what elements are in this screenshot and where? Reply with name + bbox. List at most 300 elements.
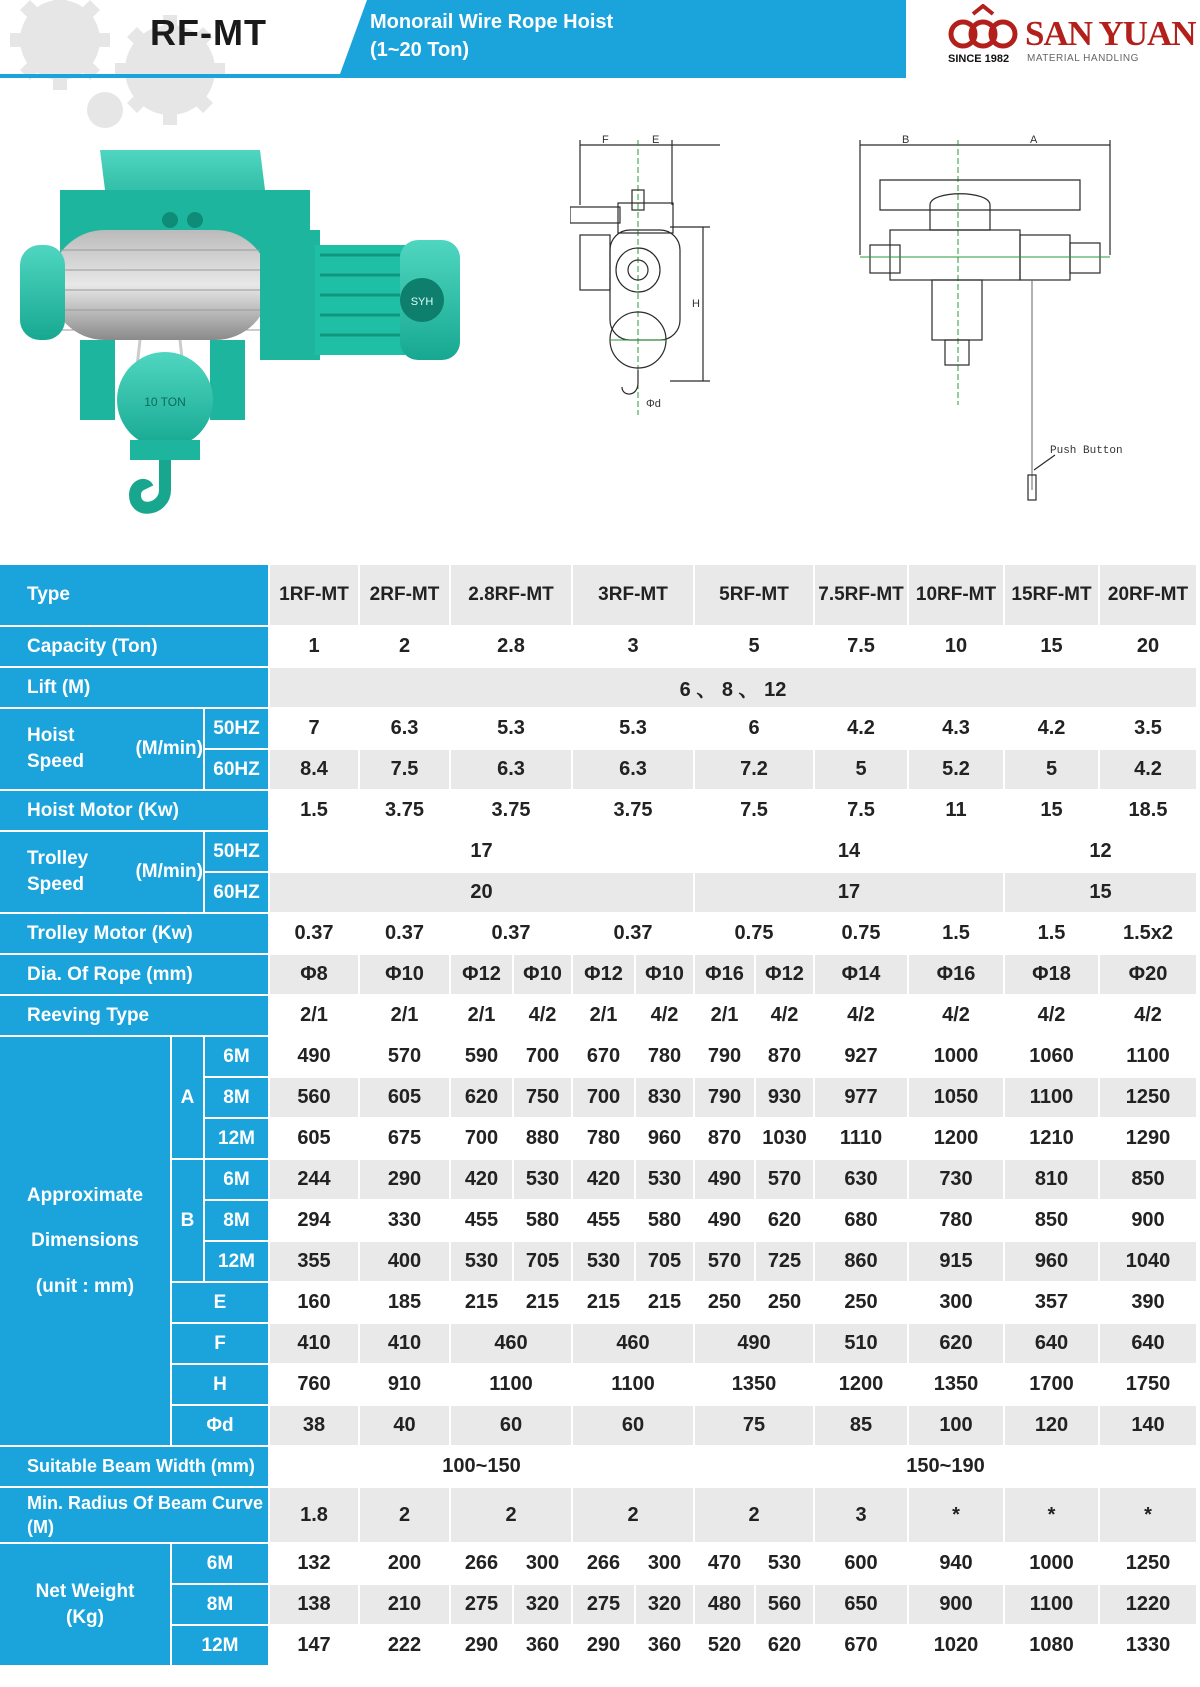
rope-cell: Φ12 — [573, 955, 636, 996]
weight-cell: 940 — [909, 1544, 1005, 1585]
hoist-speed-50-cell: 5.3 — [451, 709, 573, 750]
type-cell: 2.8RF-MT — [451, 565, 573, 627]
dim-cell: 620 — [756, 1201, 815, 1242]
dim-cell: 455 — [451, 1201, 514, 1242]
dim-cell: 670 — [573, 1037, 636, 1078]
hoist-speed-60-cell: 6.3 — [573, 750, 695, 791]
dim-cell: 1100 — [573, 1365, 695, 1406]
reeving-cell: 4/2 — [909, 996, 1005, 1037]
beam-width-cell: 150~190 — [695, 1447, 1198, 1488]
dim-cell: 790 — [695, 1037, 756, 1078]
dim-cell: 410 — [270, 1324, 360, 1365]
header-underline — [0, 74, 906, 78]
dim-cell: 1060 — [1005, 1037, 1100, 1078]
brand-name: SAN YUAN — [1025, 14, 1196, 53]
weight-cell: 520 — [695, 1626, 756, 1667]
hoist-photo — [20, 110, 500, 550]
hoist-speed-60-cell: 8.4 — [270, 750, 360, 791]
trolley-motor-cell: 0.37 — [573, 914, 695, 955]
type-cell: 10RF-MT — [909, 565, 1005, 627]
photo-plate: 10 TON — [144, 395, 186, 409]
dim-cell: 705 — [636, 1242, 695, 1283]
dim-cell: 910 — [360, 1365, 451, 1406]
dim-cell: 530 — [573, 1242, 636, 1283]
weight-cell: 320 — [514, 1585, 573, 1626]
weight-cell: 1020 — [909, 1626, 1005, 1667]
size-label: 8M — [205, 1078, 270, 1119]
photo-brand: SYH — [410, 296, 434, 308]
dim-cell: 1210 — [1005, 1119, 1100, 1160]
dim-cell: 780 — [909, 1201, 1005, 1242]
radius-cell: 2 — [695, 1488, 815, 1544]
weight-cell: 275 — [573, 1585, 636, 1626]
radius-cell: 2 — [573, 1488, 695, 1544]
dim-cell: 490 — [695, 1160, 756, 1201]
capacity-label: Capacity (Ton) — [0, 627, 270, 668]
size-label: 12M — [205, 1119, 270, 1160]
weight-cell: 480 — [695, 1585, 756, 1626]
trolley-speed-60-cell: 17 — [695, 873, 1005, 914]
dim-cell: 640 — [1100, 1324, 1198, 1365]
weight-cell: 1220 — [1100, 1585, 1198, 1626]
hoist-motor-cell: 7.5 — [815, 791, 909, 832]
weight-cell: 320 — [636, 1585, 695, 1626]
trolley-motor-cell: 0.37 — [360, 914, 451, 955]
dim-E-cell: 215 — [514, 1283, 573, 1324]
reeving-cell: 2/1 — [360, 996, 451, 1037]
dim-cell: 915 — [909, 1242, 1005, 1283]
hoist-speed-label — [0, 709, 205, 791]
dim-cell: 290 — [360, 1160, 451, 1201]
triple-ring-logo-icon — [945, 4, 1021, 54]
dim-cell: 530 — [451, 1242, 514, 1283]
dim-cell: 960 — [1005, 1242, 1100, 1283]
dim-cell: 140 — [1100, 1406, 1198, 1447]
weight-cell: 1100 — [1005, 1585, 1100, 1626]
capacity-cell: 20 — [1100, 627, 1198, 668]
rope-cell: Φ20 — [1100, 955, 1198, 996]
weight-size-label: 8M — [172, 1585, 270, 1626]
label-F: F — [602, 135, 609, 146]
radius-label: Min. Radius Of Beam Curve (M) — [0, 1488, 270, 1544]
dim-cell: 705 — [514, 1242, 573, 1283]
type-cell: 1RF-MT — [270, 565, 360, 627]
dim-cell: 605 — [360, 1078, 451, 1119]
reeving-cell: 4/2 — [1005, 996, 1100, 1037]
dim-E-cell: 357 — [1005, 1283, 1100, 1324]
dim-cell: 460 — [451, 1324, 573, 1365]
dim-cell: 675 — [360, 1119, 451, 1160]
capacity-cell: 3 — [573, 627, 695, 668]
dim-cell: 530 — [636, 1160, 695, 1201]
dim-E-cell: 215 — [573, 1283, 636, 1324]
hz60-label: 60HZ — [205, 873, 270, 914]
dim-E-cell: 250 — [756, 1283, 815, 1324]
weight-cell: 620 — [756, 1626, 815, 1667]
rope-cell: Φ16 — [695, 955, 756, 996]
dim-cell: 700 — [573, 1078, 636, 1119]
dim-cell: 410 — [360, 1324, 451, 1365]
front-view-drawing — [850, 135, 1140, 525]
trolley-speed-50-cell: 17 — [270, 832, 695, 873]
hoist-speed-50-cell: 3.5 — [1100, 709, 1198, 750]
dim-cell: 730 — [909, 1160, 1005, 1201]
hoist-speed-60-cell: 5 — [1005, 750, 1100, 791]
dim-E-label: E — [172, 1283, 270, 1324]
hoist-motor-cell: 3.75 — [451, 791, 573, 832]
hoist-speed-60-cell: 7.5 — [360, 750, 451, 791]
hoist-speed-50-cell: 6 — [695, 709, 815, 750]
header — [0, 0, 1200, 80]
reeving-cell: 2/1 — [451, 996, 514, 1037]
rope-cell: Φ10 — [636, 955, 695, 996]
type-cell: 3RF-MT — [573, 565, 695, 627]
dim-cell: 1200 — [815, 1365, 909, 1406]
dim-E-cell: 160 — [270, 1283, 360, 1324]
trolley-speed-60-cell: 15 — [1005, 873, 1198, 914]
dim-cell: 1290 — [1100, 1119, 1198, 1160]
dim-E-cell: 300 — [909, 1283, 1005, 1324]
dim-cell: 490 — [270, 1037, 360, 1078]
dim-cell: 680 — [815, 1201, 909, 1242]
reeving-cell: 2/1 — [270, 996, 360, 1037]
hoist-motor-cell: 7.5 — [695, 791, 815, 832]
dim-cell: 60 — [451, 1406, 573, 1447]
dim-cell: 1110 — [815, 1119, 909, 1160]
dim-cell: 580 — [514, 1201, 573, 1242]
trolley-motor-cell: 0.37 — [451, 914, 573, 955]
reeving-cell: 4/2 — [815, 996, 909, 1037]
hoist-speed-50-cell: 6.3 — [360, 709, 451, 750]
dim-cell: 790 — [695, 1078, 756, 1119]
dim-cell: 1100 — [451, 1365, 573, 1406]
dim-cell: 960 — [636, 1119, 695, 1160]
capacity-cell: 10 — [909, 627, 1005, 668]
capacity-cell: 2.8 — [451, 627, 573, 668]
size-label: 12M — [205, 1242, 270, 1283]
trolley-motor-cell: 0.37 — [270, 914, 360, 955]
label-push-button: Push Button — [1050, 445, 1123, 457]
weight-cell: 560 — [756, 1585, 815, 1626]
dim-cell: 930 — [756, 1078, 815, 1119]
type-cell: 5RF-MT — [695, 565, 815, 627]
weight-cell: 266 — [573, 1544, 636, 1585]
weight-cell: 670 — [815, 1626, 909, 1667]
type-cell: 2RF-MT — [360, 565, 451, 627]
hoist-speed-50-cell: 4.2 — [815, 709, 909, 750]
label-B: B — [902, 135, 910, 146]
dim-E-cell: 390 — [1100, 1283, 1198, 1324]
weight-cell: 1250 — [1100, 1544, 1198, 1585]
capacity-cell: 1 — [270, 627, 360, 668]
dim-E-cell: 185 — [360, 1283, 451, 1324]
dim-cell: 1100 — [1100, 1037, 1198, 1078]
weight-cell: 138 — [270, 1585, 360, 1626]
radius-cell: * — [1100, 1488, 1198, 1544]
dim-cell: 630 — [815, 1160, 909, 1201]
trolley-motor-cell: 1.5 — [909, 914, 1005, 955]
dim-cell: 530 — [514, 1160, 573, 1201]
hoist-motor-cell: 1.5 — [270, 791, 360, 832]
dims-label-2: Dimensions — [31, 1230, 139, 1252]
dim-cell: 1100 — [1005, 1078, 1100, 1119]
dim-cell: 560 — [270, 1078, 360, 1119]
rope-cell: Φ18 — [1005, 955, 1100, 996]
dim-cell: 1200 — [909, 1119, 1005, 1160]
dim-cell: 620 — [909, 1324, 1005, 1365]
dim-label: Φd — [172, 1406, 270, 1447]
lift-cell: 6 、 8 、 12 — [270, 668, 1198, 709]
dim-cell: 605 — [270, 1119, 360, 1160]
dim-label: H — [172, 1365, 270, 1406]
rope-cell: Φ16 — [909, 955, 1005, 996]
trolley-motor-cell: 1.5 — [1005, 914, 1100, 955]
hoist-speed-50-cell: 7 — [270, 709, 360, 750]
dim-A-label: A — [172, 1037, 205, 1160]
reeving-cell: 2/1 — [573, 996, 636, 1037]
dim-cell: 580 — [636, 1201, 695, 1242]
dim-cell: 1000 — [909, 1037, 1005, 1078]
rope-cell: Φ10 — [514, 955, 573, 996]
weight-size-label: 6M — [172, 1544, 270, 1585]
dim-cell: 420 — [573, 1160, 636, 1201]
weight-cell: 470 — [695, 1544, 756, 1585]
hoist-speed-60-cell: 7.2 — [695, 750, 815, 791]
brand-logo — [945, 0, 1200, 78]
weight-cell: 300 — [514, 1544, 573, 1585]
trolley-speed-label-2: (M/min) — [135, 861, 203, 883]
dim-cell: 1750 — [1100, 1365, 1198, 1406]
type-cell: 20RF-MT — [1100, 565, 1198, 627]
dim-cell: 510 — [815, 1324, 909, 1365]
dim-cell: 1350 — [909, 1365, 1005, 1406]
dim-cell: 570 — [360, 1037, 451, 1078]
dim-E-cell: 250 — [695, 1283, 756, 1324]
radius-cell: 2 — [451, 1488, 573, 1544]
size-label: 8M — [205, 1201, 270, 1242]
weight-cell: 200 — [360, 1544, 451, 1585]
hz60-label: 60HZ — [205, 750, 270, 791]
weight-cell: 360 — [636, 1626, 695, 1667]
dim-cell: 355 — [270, 1242, 360, 1283]
dim-cell: 870 — [756, 1037, 815, 1078]
hoist-motor-cell: 18.5 — [1100, 791, 1198, 832]
dim-E-cell: 215 — [636, 1283, 695, 1324]
radius-cell: 3 — [815, 1488, 909, 1544]
hoist-speed-label-1: Hoist Speed — [27, 725, 85, 772]
label-A: A — [1030, 135, 1038, 146]
capacity-cell: 15 — [1005, 627, 1100, 668]
weight-cell: 132 — [270, 1544, 360, 1585]
type-cell: 7.5RF-MT — [815, 565, 909, 627]
hoist-motor-cell: 15 — [1005, 791, 1100, 832]
hoist-speed-60-cell: 5.2 — [909, 750, 1005, 791]
dim-cell: 490 — [695, 1201, 756, 1242]
capacity-cell: 5 — [695, 627, 815, 668]
weight-label-2: (Kg) — [66, 1606, 104, 1628]
rope-cell: Φ14 — [815, 955, 909, 996]
rope-cell: Φ8 — [270, 955, 360, 996]
weight-cell: 210 — [360, 1585, 451, 1626]
rope-cell: Φ10 — [360, 955, 451, 996]
dim-cell: 85 — [815, 1406, 909, 1447]
hz50-label: 50HZ — [205, 709, 270, 750]
dim-cell: 900 — [1100, 1201, 1198, 1242]
dim-cell: 780 — [573, 1119, 636, 1160]
size-label: 6M — [205, 1037, 270, 1078]
label-H: H — [692, 298, 700, 310]
capacity-cell: 7.5 — [815, 627, 909, 668]
dim-cell: 1250 — [1100, 1078, 1198, 1119]
reeving-cell: 4/2 — [514, 996, 573, 1037]
since-text: SINCE 1982 — [948, 53, 1010, 65]
radius-cell: * — [1005, 1488, 1100, 1544]
dim-cell: 810 — [1005, 1160, 1100, 1201]
weight-cell: 290 — [451, 1626, 514, 1667]
dims-label-3: (unit : mm) — [35, 1275, 135, 1297]
dim-cell: 490 — [695, 1324, 815, 1365]
dim-label: F — [172, 1324, 270, 1365]
dim-cell: 460 — [573, 1324, 695, 1365]
trolley-speed-50-cell: 14 — [695, 832, 1005, 873]
hoist-speed-50-cell: 4.3 — [909, 709, 1005, 750]
dimensions-label — [0, 1037, 172, 1447]
hoist-speed-60-cell: 5 — [815, 750, 909, 791]
trolley-motor-cell: 1.5x2 — [1100, 914, 1198, 955]
weight-cell: 360 — [514, 1626, 573, 1667]
reeving-cell: 4/2 — [756, 996, 815, 1037]
dim-cell: 927 — [815, 1037, 909, 1078]
dim-cell: 1040 — [1100, 1242, 1198, 1283]
product-figures — [0, 110, 1200, 550]
trolley-speed-label-1: Trolley Speed — [27, 848, 89, 895]
radius-cell: * — [909, 1488, 1005, 1544]
label-E: E — [652, 135, 660, 146]
size-label: 6M — [205, 1160, 270, 1201]
dim-cell: 38 — [270, 1406, 360, 1447]
weight-cell: 266 — [451, 1544, 514, 1585]
reeving-cell: 4/2 — [1100, 996, 1198, 1037]
dim-cell: 780 — [636, 1037, 695, 1078]
rope-label: Dia. Of Rope (mm) — [0, 955, 270, 996]
spec-table — [0, 565, 1200, 1682]
dim-cell: 1700 — [1005, 1365, 1100, 1406]
weight-label-1: Net Weight — [35, 1580, 135, 1602]
type-label: Type — [0, 565, 270, 627]
dim-cell: 570 — [756, 1160, 815, 1201]
reeving-cell: 4/2 — [636, 996, 695, 1037]
dim-cell: 870 — [695, 1119, 756, 1160]
dim-cell: 420 — [451, 1160, 514, 1201]
dim-cell: 330 — [360, 1201, 451, 1242]
hoist-motor-cell: 11 — [909, 791, 1005, 832]
weight-cell: 290 — [573, 1626, 636, 1667]
net-weight-label — [0, 1544, 172, 1667]
label-phi-d: Φd — [646, 398, 661, 410]
hoist-motor-cell: 3.75 — [573, 791, 695, 832]
weight-cell: 650 — [815, 1585, 909, 1626]
beam-width-label: Suitable Beam Width (mm) — [0, 1447, 270, 1488]
weight-cell: 600 — [815, 1544, 909, 1585]
radius-cell: 2 — [360, 1488, 451, 1544]
hoist-speed-50-cell: 5.3 — [573, 709, 695, 750]
reeving-label: Reeving Type — [0, 996, 270, 1037]
dim-cell: 455 — [573, 1201, 636, 1242]
weight-cell: 1080 — [1005, 1626, 1100, 1667]
dim-cell: 700 — [451, 1119, 514, 1160]
dim-cell: 570 — [695, 1242, 756, 1283]
dim-E-cell: 215 — [451, 1283, 514, 1324]
weight-cell: 300 — [636, 1544, 695, 1585]
model-title: RF-MT — [150, 12, 267, 53]
dim-cell: 860 — [815, 1242, 909, 1283]
hoist-speed-60-cell: 6.3 — [451, 750, 573, 791]
dim-cell: 400 — [360, 1242, 451, 1283]
weight-cell: 1330 — [1100, 1626, 1198, 1667]
rope-cell: Φ12 — [451, 955, 514, 996]
dims-label-1: Approximate — [26, 1184, 144, 1206]
dim-cell: 75 — [695, 1406, 815, 1447]
lift-label: Lift (M) — [0, 668, 270, 709]
dim-cell: 244 — [270, 1160, 360, 1201]
dim-cell: 830 — [636, 1078, 695, 1119]
dim-cell: 1050 — [909, 1078, 1005, 1119]
weight-cell: 900 — [909, 1585, 1005, 1626]
trolley-motor-label: Trolley Motor (Kw) — [0, 914, 270, 955]
weight-cell: 222 — [360, 1626, 451, 1667]
hz50-label: 50HZ — [205, 832, 270, 873]
subtitle-line-1: Monorail Wire Rope Hoist — [370, 11, 614, 33]
dim-cell: 620 — [451, 1078, 514, 1119]
hoist-speed-label-2: (M/min) — [135, 738, 203, 760]
hoist-motor-cell: 3.75 — [360, 791, 451, 832]
type-cell: 15RF-MT — [1005, 565, 1100, 627]
dim-cell: 40 — [360, 1406, 451, 1447]
reeving-cell: 2/1 — [695, 996, 756, 1037]
dim-cell: 1030 — [756, 1119, 815, 1160]
dim-cell: 590 — [451, 1037, 514, 1078]
dim-cell: 700 — [514, 1037, 573, 1078]
dim-cell: 60 — [573, 1406, 695, 1447]
trolley-motor-cell: 0.75 — [695, 914, 815, 955]
subtitle-line-2: (1~20 Ton) — [370, 39, 470, 61]
trolley-speed-label — [0, 832, 205, 914]
radius-cell: 1.8 — [270, 1488, 360, 1544]
dim-cell: 1350 — [695, 1365, 815, 1406]
weight-size-label: 12M — [172, 1626, 270, 1667]
rope-cell: Φ12 — [756, 955, 815, 996]
trolley-speed-60-cell: 20 — [270, 873, 695, 914]
dim-cell: 100 — [909, 1406, 1005, 1447]
dim-cell: 294 — [270, 1201, 360, 1242]
capacity-cell: 2 — [360, 627, 451, 668]
dim-cell: 850 — [1005, 1201, 1100, 1242]
dim-cell: 977 — [815, 1078, 909, 1119]
weight-cell: 1000 — [1005, 1544, 1100, 1585]
hoist-motor-label: Hoist Motor (Kw) — [0, 791, 270, 832]
dim-B-label: B — [172, 1160, 205, 1283]
dim-E-cell: 250 — [815, 1283, 909, 1324]
beam-width-cell: 100~150 — [270, 1447, 695, 1488]
weight-cell: 275 — [451, 1585, 514, 1626]
dim-cell: 760 — [270, 1365, 360, 1406]
side-view-drawing — [570, 135, 770, 455]
trolley-speed-50-cell: 12 — [1005, 832, 1198, 873]
dim-cell: 640 — [1005, 1324, 1100, 1365]
dim-cell: 750 — [514, 1078, 573, 1119]
hoist-speed-50-cell: 4.2 — [1005, 709, 1100, 750]
weight-cell: 147 — [270, 1626, 360, 1667]
